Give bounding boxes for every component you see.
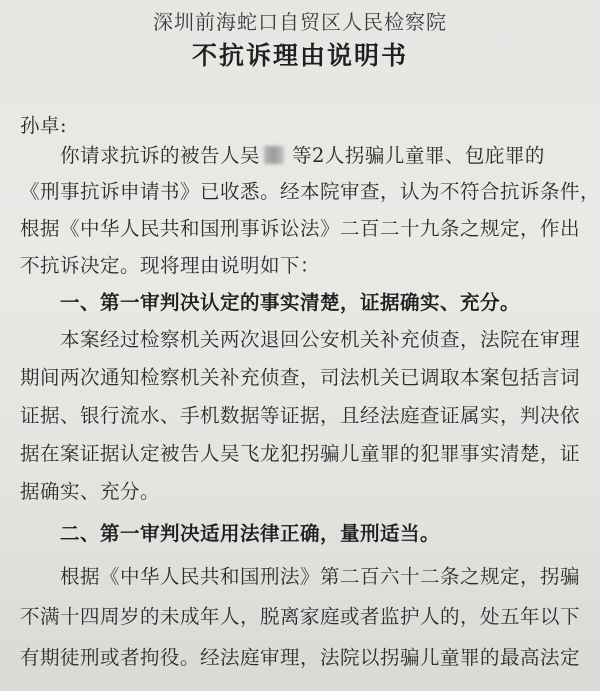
salutation: 孙卓: xyxy=(20,114,68,137)
text-segment: 你请求抗诉的被告人吴 xyxy=(60,144,261,167)
paragraph-1-line-3: 根据《中华人民共和国刑事诉讼法》二百二十九条之规定，作出 xyxy=(20,217,581,240)
paragraph-1-line-4: 不抗诉决定。现将理由说明如下： xyxy=(20,254,321,277)
organization-name: 深圳前海蛇口自贸区人民检察院 xyxy=(153,10,447,34)
paragraph-2-line-5: 据确实、充分。 xyxy=(20,480,161,503)
paragraph-3-line-3: 有期徒刑或者拘役。经法庭审理，法院以拐骗儿童罪的最高法定 xyxy=(20,646,581,669)
paragraph-1-line-2: 《刑事抗诉申请书》已收悉。经本院审查，认为不符合抗诉条件， xyxy=(20,180,600,203)
paragraph-2-line-2: 期间两次通知检察机关补充侦查，司法机关已调取本案包括言词 xyxy=(20,366,581,389)
section-2-heading: 二、第一审判决适用法律正确，量刑适当。 xyxy=(60,522,441,545)
paragraph-2-line-1: 本案经过检察机关两次退回公安机关补充侦查，法院在审理 xyxy=(60,328,581,351)
paragraph-3-line-2: 不满十四周岁的未成年人，脱离家庭或者监护人的，处五年以下 xyxy=(20,605,581,628)
redacted-name xyxy=(264,146,284,164)
text-segment: 等2人拐骗儿童罪、包庇罪的 xyxy=(292,144,545,167)
paragraph-2-line-4: 据在案证据认定被告人吴飞龙犯拐骗儿童罪的犯罪事实清楚，证 xyxy=(20,442,581,465)
paragraph-1-line-1 xyxy=(60,146,545,166)
paragraph-2-line-3: 证据、银行流水、手机数据等证据，且经法庭查证属实，判决依 xyxy=(20,404,581,427)
paragraph-3-line-1: 根据《中华人民共和国刑法》第二百六十二条之规定，拐骗 xyxy=(60,565,581,588)
section-1-heading: 一、第一审判决认定的事实清楚，证据确实、充分。 xyxy=(60,291,521,314)
document-title: 不抗诉理由说明书 xyxy=(191,41,408,70)
